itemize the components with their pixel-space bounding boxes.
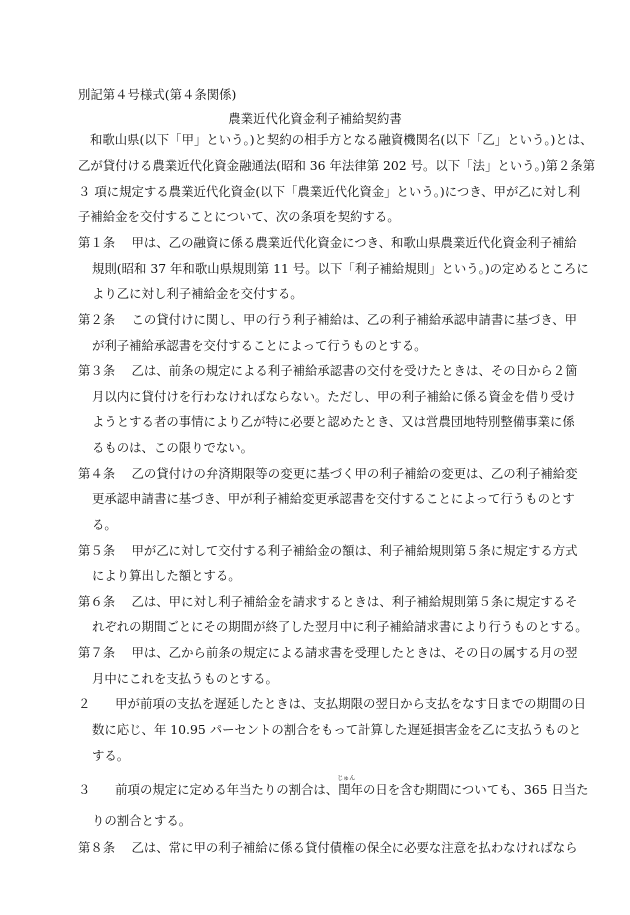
article-7-line: 第７条 甲は、乙から前条の規定による請求書を受理したときは、その日の属する月の翌 bbox=[78, 645, 578, 660]
preamble-line: 和歌山県(以下「甲」という。)と契約の相手方となる融資機関名(以下「乙」という。)とは、 bbox=[90, 132, 593, 147]
article-3-line: 月以内に貸付けを行わなければならない。ただし、甲の利子補給に係る資金を借り受け bbox=[92, 389, 576, 404]
article-2-line: が利子補給承認書を交付することによって行うものとする。 bbox=[92, 338, 427, 353]
article-3-line: 第３条 乙は、前条の規定による利子補給承認書の交付を受けたときは、その日から２箇 bbox=[78, 363, 578, 378]
article-5-line: 第５条 甲が乙に対して交付する利子補給金の額は、利子補給規則第５条に規定する方式 bbox=[78, 543, 578, 558]
article-4-line: る。 bbox=[92, 517, 117, 532]
ruby-reading: じゅん bbox=[337, 775, 356, 782]
paragraph-3-text: ３ 前項の規定に定める年当たりの割合は、 bbox=[78, 782, 339, 797]
article-8-line: 第８条 乙は、常に甲の利子補給に係る貸付債権の保全に必要な注意を払わなければなら bbox=[78, 840, 578, 855]
article-2-line: 第２条 この貸付けに関し、甲の行う利子補給は、乙の利子補給承認申請書に基づき、甲 bbox=[78, 312, 578, 327]
article-7-line: 月中にこれを支払うものとする。 bbox=[92, 671, 278, 686]
preamble-line: 子補給金を交付することについて、次の条項を契約する。 bbox=[78, 209, 400, 224]
ruby-group bbox=[337, 775, 356, 798]
article-4-line: 第４条 乙の貸付けの弁済期限等の変更に基づく甲の利子補給の変更は、乙の利子補給変 bbox=[78, 466, 578, 481]
form-label: 別記第４号様式(第４条関係) bbox=[78, 87, 237, 102]
ruby-base: 閏 bbox=[338, 782, 351, 797]
paragraph-3-line: りの割合とする。 bbox=[92, 813, 192, 828]
paragraph-2-line: ２ 甲が前項の支払を遅延したときは、支払期限の翌日から支払をなす日までの期間の日 bbox=[78, 696, 587, 711]
article-6-line: 第６条 乙は、甲に対し利子補給金を請求するときは、利子補給規則第５条に規定するそ bbox=[78, 594, 578, 609]
article-5-line: により算出した額とする。 bbox=[92, 568, 241, 583]
paragraph-3-line bbox=[78, 775, 589, 798]
article-3-line: ようとする者の事情により乙が特に必要と認めたとき、又は営農団地特別整備事業に係 bbox=[92, 414, 575, 429]
article-1-line: 第１条 甲は、乙の融資に係る農業近代化資金につき、和歌山県農業近代化資金利子補給 bbox=[78, 235, 577, 250]
paragraph-3-text: 年の日を含む期間についても、365 日当た bbox=[350, 782, 589, 797]
paragraph-2-line: する。 bbox=[92, 748, 130, 763]
document-title: 農業近代化資金利子補給契約書 bbox=[228, 111, 402, 126]
article-1-line: 規則(昭和 37 年和歌山県規則第 11 号。以下「利子補給規則」という。)の定めるところに bbox=[92, 261, 589, 276]
article-4-line: 更承認申請書に基づき、甲が利子補給変更承認書を交付することによって行うものとす bbox=[92, 491, 575, 506]
article-1-line: より乙に対し利子補給金を交付する。 bbox=[92, 286, 303, 301]
article-6-line: れぞれの期間ごとにその期間が終了した翌月中に利子補給請求書により行うものとする。 bbox=[92, 619, 588, 634]
article-3-line: るものは、この限りでない。 bbox=[92, 440, 254, 455]
preamble-line: 乙が貸付ける農業近代化資金融通法(昭和 36 年法律第 202 号。以下「法」という。)第２条第 bbox=[78, 158, 596, 173]
preamble-line: ３ 項に規定する農業近代化資金(以下「農業近代化資金」という。)につき、甲が乙に対し利 bbox=[78, 184, 581, 199]
paragraph-2-line: 数に応じ、年 10.95 パーセントの割合をもって計算した遅延損害金を乙に支払うものと bbox=[92, 722, 582, 737]
